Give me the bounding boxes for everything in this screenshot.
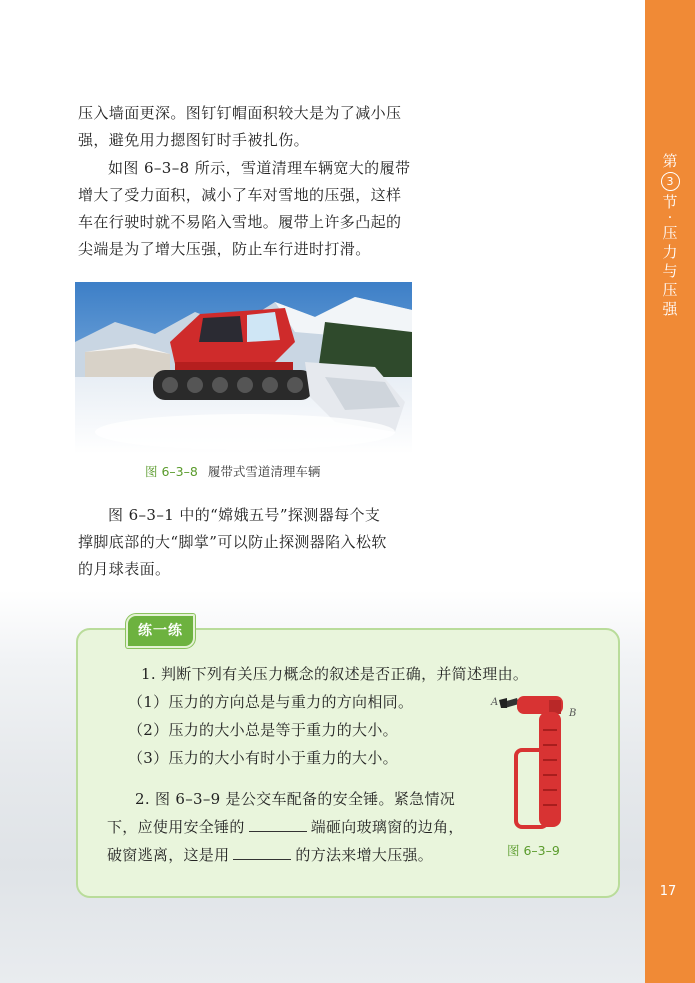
paragraph-2	[78, 155, 414, 263]
paragraph-3	[78, 502, 414, 583]
side-char: 与	[662, 262, 678, 280]
text-line: 强，避免用力摁图钉时手被扎伤。	[78, 131, 310, 149]
hammer-label-b: B	[569, 708, 577, 719]
side-char: ·	[667, 210, 673, 226]
side-char: 压	[662, 281, 678, 299]
question-2-line-3	[107, 845, 433, 865]
side-char: 节	[662, 193, 678, 211]
text-line: 如图 6–3–8 所示，雪道清理车辆宽大的履带	[108, 159, 411, 177]
figure-8-caption	[145, 462, 320, 480]
side-char: 第	[662, 152, 678, 170]
safety-hammer-figure	[491, 690, 595, 835]
question-1-option-2: （2）压力的大小总是等于重力的大小。	[128, 721, 398, 739]
snow-groomer-photo	[75, 282, 412, 454]
page-number: 17	[659, 884, 677, 899]
question-2-line-2	[107, 817, 464, 837]
paragraph-1	[78, 100, 414, 154]
question-2-line-1: 2. 图 6–3–9 是公交车配备的安全锤。紧急情况	[135, 790, 456, 808]
text-line: 增大了受力面积，减小了车对雪地的压强，这样	[78, 186, 402, 204]
answer-blank[interactable]	[233, 845, 291, 860]
figure-number: 图 6–3–8	[145, 464, 198, 479]
text-line: 压入墙面更深。图钉钉帽面积较大是为了减小压	[78, 104, 402, 122]
question-1-option-1: （1）压力的方向总是与重力的方向相同。	[128, 693, 414, 711]
text-line: 图 6–3–1 中的“嫦娥五号”探测器每个支	[108, 506, 381, 524]
text-line: 撑脚底部的大“脚掌”可以防止探测器陷入松软	[78, 533, 387, 551]
text-line: 的月球表面。	[78, 560, 171, 578]
text-line: 尖端是为了增大压强，防止车行进时打滑。	[78, 240, 371, 258]
text-segment: 的方法来增大压强。	[295, 846, 434, 864]
text-segment: 端砸向玻璃窗的边角，	[310, 818, 464, 836]
exercise-tab-label: 练一练	[126, 614, 195, 648]
text-line: 车在行驶时就不易陷入雪地。履带上许多凸起的	[78, 213, 402, 231]
chapter-side-tab	[645, 0, 695, 983]
text-segment: 下，应使用安全锤的	[107, 818, 245, 836]
side-char: 力	[662, 243, 678, 261]
text-segment: 破窗逃离，这是用	[107, 846, 230, 864]
answer-blank[interactable]	[249, 817, 307, 832]
side-char: 压	[662, 224, 678, 242]
section-number-badge: 3	[661, 172, 680, 191]
hammer-label-a: A	[491, 697, 499, 708]
side-char: 强	[662, 300, 678, 318]
question-1: 1. 判断下列有关压力概念的叙述是否正确，并简述理由。	[141, 665, 529, 683]
figure-title: 履带式雪道清理车辆	[207, 464, 321, 479]
question-1-option-3: （3）压力的大小有时小于重力的大小。	[128, 749, 398, 767]
figure-9-caption: 图 6–3–9	[507, 843, 560, 858]
chapter-side-title	[659, 152, 681, 319]
